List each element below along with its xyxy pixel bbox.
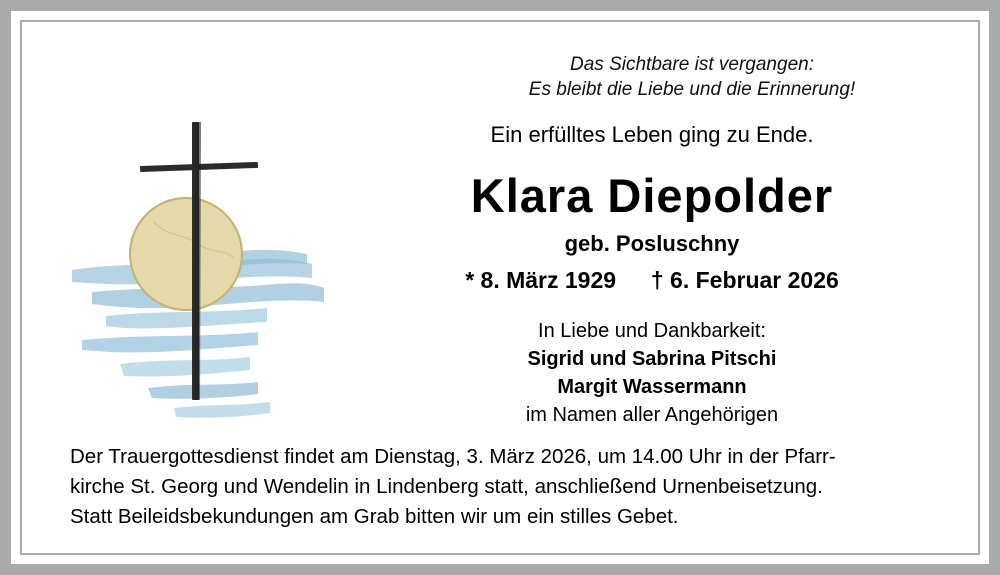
deceased-name: Klara Diepolder	[470, 169, 834, 222]
dedication-intro: In Liebe und Dankbarkeit:	[538, 320, 766, 342]
mourner-line-1: Sigrid und Sabrina Pitschi	[527, 348, 777, 370]
birth-date: * 8. März 1929	[465, 267, 617, 293]
service-details	[70, 442, 938, 532]
epigraph-line-2: Es bleibt die Liebe und die Erinnerung!	[528, 79, 856, 100]
dedication-closing: im Namen aller Angehörigen	[525, 404, 779, 426]
service-line-1: Der Trauergottesdienst findet am Dienstag, 3. März 2026, um 14.00 Uhr in der Pfarr-	[70, 445, 836, 468]
service-line-3: Statt Beileidsbekundungen am Grab bitten wir um ein stilles Gebet.	[70, 505, 679, 528]
epigraph	[442, 52, 942, 102]
dedication-block	[352, 317, 952, 429]
maiden-name: geb. Posluschny	[564, 231, 740, 256]
cross-over-water-with-sun-illustration	[62, 102, 352, 432]
lead-line: Ein erfülltes Leben ging zu Ende.	[490, 122, 814, 147]
life-dates	[352, 265, 952, 295]
mourner-line-2: Margit Wassermann	[557, 376, 747, 398]
service-line-2: kirche St. Georg und Wendelin in Lindenberg statt, anschließend Urnenbeisetzung.	[70, 475, 823, 498]
sun-circle	[130, 198, 242, 310]
epigraph-line-1: Das Sichtbare ist vergangen:	[570, 54, 814, 75]
death-date: † 6. Februar 2026	[650, 267, 839, 293]
card-content	[22, 22, 978, 553]
main-text-column	[352, 120, 952, 429]
